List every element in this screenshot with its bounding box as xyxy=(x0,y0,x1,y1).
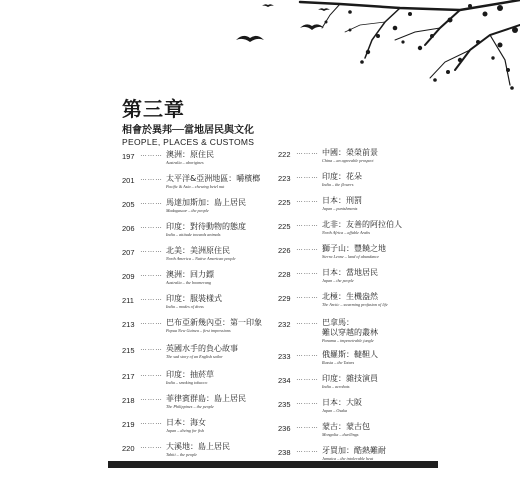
page-number: 226 xyxy=(278,246,291,255)
entry-title-en: China – an agreeable prospect xyxy=(322,158,374,163)
page-number: 197 xyxy=(122,152,135,161)
entry-title-en: The Arctic – swarming profusion of life xyxy=(322,302,388,307)
entry-title-en: Russia – the Tatars xyxy=(322,360,355,365)
toc-entry[interactable] xyxy=(278,350,428,366)
entry-title-en: Papua New Guinea – first impressions xyxy=(166,328,231,333)
entry-title-en: Mongolia – dwellings xyxy=(322,432,359,437)
leader-dots: ……… xyxy=(296,221,319,228)
leader-dots: ……… xyxy=(140,223,163,230)
entry-title-zh: 俄羅斯：韃靼人 xyxy=(322,350,378,359)
footer-bar xyxy=(108,461,438,468)
toc-entry[interactable] xyxy=(278,196,428,212)
leader-dots: ……… xyxy=(140,319,163,326)
entry-title-en: Japan – diving for fish xyxy=(166,428,204,433)
toc-entry[interactable] xyxy=(278,148,428,164)
page-number: 219 xyxy=(122,420,135,429)
entry-title-zh: 北極：生機盎然 xyxy=(322,292,378,301)
entry-title-en: Panama – impenetrable jungle xyxy=(322,338,374,343)
page-number: 236 xyxy=(278,424,291,433)
leader-dots: ……… xyxy=(296,149,319,156)
entry-title-zh-line2: 難以穿越的叢林 xyxy=(322,328,378,337)
leader-dots: ……… xyxy=(296,423,319,430)
entry-title-en: Australia – aborigines xyxy=(166,160,204,165)
page-number: 205 xyxy=(122,200,135,209)
entry-title-zh: 日本：海女 xyxy=(166,418,206,427)
toc-entry[interactable] xyxy=(122,198,270,214)
entry-title-en: Sierra Leone – land of abundance xyxy=(322,254,380,259)
entry-title-zh: 印度：服裝樣式 xyxy=(166,294,222,303)
toc-entry[interactable] xyxy=(278,268,428,284)
toc-entry[interactable] xyxy=(122,270,270,286)
leader-dots: ……… xyxy=(296,319,319,326)
leader-dots: ……… xyxy=(140,247,163,254)
leader-dots: ……… xyxy=(296,269,319,276)
entry-title-zh: 巴拿馬： xyxy=(322,318,354,327)
leader-dots: ……… xyxy=(296,197,319,204)
toc-entry[interactable] xyxy=(278,318,428,344)
page-number: 225 xyxy=(278,222,291,231)
toc-entry[interactable] xyxy=(122,150,270,166)
toc-entry[interactable] xyxy=(122,394,270,410)
page-number: 220 xyxy=(122,444,135,453)
entry-title-zh: 北非：友善的阿拉伯人 xyxy=(322,220,402,229)
leader-dots: ……… xyxy=(296,351,319,358)
entry-title-en: North Africa – affable Arabs xyxy=(322,230,371,235)
toc-entry[interactable] xyxy=(122,370,270,386)
page-number: 228 xyxy=(278,270,291,279)
page-number: 234 xyxy=(278,376,291,385)
toc-entry[interactable] xyxy=(122,174,270,190)
toc-entry[interactable] xyxy=(122,294,270,310)
entry-title-en: Tahiti – the people xyxy=(166,452,198,457)
page-number: 217 xyxy=(122,372,135,381)
toc-entry[interactable] xyxy=(122,246,270,262)
entry-title-zh: 印度：雜技演員 xyxy=(322,374,378,383)
entry-title-en: The Philippines – the people xyxy=(166,404,214,409)
entry-title-zh: 澳洲：原住民 xyxy=(166,150,214,159)
entry-title-en: Japan – the people xyxy=(322,278,354,283)
page-number: 201 xyxy=(122,176,135,185)
entry-title-en: India – smoking tobacco xyxy=(166,380,208,385)
entry-title-zh: 澳洲：回力鏢 xyxy=(166,270,214,279)
leader-dots: ……… xyxy=(296,293,319,300)
entry-title-en: Pacific & Asia – chewing betel nut xyxy=(166,184,225,189)
leader-dots: ……… xyxy=(140,271,163,278)
page-number: 232 xyxy=(278,320,291,329)
entry-title-en: India – modes of dress xyxy=(166,304,204,309)
entry-title-zh: 印度：抽菸草 xyxy=(166,370,214,379)
leader-dots: ……… xyxy=(296,375,319,382)
toc-entry[interactable] xyxy=(278,374,428,390)
toc-entry[interactable] xyxy=(278,172,428,188)
leader-dots: ……… xyxy=(296,173,319,180)
leader-dots: ……… xyxy=(140,151,163,158)
page-number: 206 xyxy=(122,224,135,233)
toc-entry[interactable] xyxy=(122,344,270,360)
page-number: 218 xyxy=(122,396,135,405)
page-number: 223 xyxy=(278,174,291,183)
entry-title-zh: 菲律賓群島：島上居民 xyxy=(166,394,246,403)
bird-icon xyxy=(236,36,264,42)
toc-entry[interactable] xyxy=(278,422,428,438)
leader-dots: ……… xyxy=(140,345,163,352)
leader-dots: ……… xyxy=(140,295,163,302)
page-number: 209 xyxy=(122,272,135,281)
leader-dots: ……… xyxy=(296,399,319,406)
page-number: 207 xyxy=(122,248,135,257)
page-number: 213 xyxy=(122,320,135,329)
toc-entry[interactable] xyxy=(278,292,428,308)
page-number: 225 xyxy=(278,198,291,207)
toc-entry[interactable] xyxy=(278,398,428,414)
toc-entry[interactable] xyxy=(278,446,428,462)
leader-dots: ……… xyxy=(296,447,319,454)
entry-title-en: India – acrobats xyxy=(322,384,350,389)
entry-title-zh: 中國：榮榮前景 xyxy=(322,148,378,157)
leader-dots: ……… xyxy=(140,175,163,182)
leader-dots: ……… xyxy=(140,419,163,426)
entry-title-zh: 太平洋&亞洲地區：嚼檳榔 xyxy=(166,174,261,183)
page-number: 215 xyxy=(122,346,135,355)
page-number: 238 xyxy=(278,448,291,457)
entry-title-zh: 大溪地：島上居民 xyxy=(166,442,230,451)
entry-title-zh: 英國水手的負心故事 xyxy=(166,344,238,353)
tree-silhouette-illustration xyxy=(0,0,520,100)
entry-title-en: Japan – punishments xyxy=(322,206,358,211)
leader-dots: ……… xyxy=(140,443,163,450)
entry-title-zh: 蒙古：蒙古包 xyxy=(322,422,370,431)
entry-title-zh: 日本：刑罰 xyxy=(322,196,362,205)
entry-title-en: Jamaica – the intolerable heat xyxy=(322,456,374,461)
toc-entry[interactable] xyxy=(122,318,270,334)
entry-title-zh: 印度：對待動物的態度 xyxy=(166,222,246,231)
chapter-subtitle: 相會於異邦──當地居民與文化 xyxy=(122,125,255,136)
entry-title-zh: 日本：大阪 xyxy=(322,398,362,407)
page-number: 211 xyxy=(122,296,134,305)
page-number: 233 xyxy=(278,352,291,361)
entry-title-zh: 牙買加：酷熱難耐 xyxy=(322,446,386,455)
toc-entry[interactable] xyxy=(278,220,428,236)
entry-title-zh: 印度：花朵 xyxy=(322,172,362,181)
entry-title-zh: 馬達加斯加：島上居民 xyxy=(166,198,246,207)
entry-title-en: Japan – Osaka xyxy=(322,408,348,413)
leader-dots: ……… xyxy=(140,371,163,378)
toc-entry[interactable] xyxy=(122,442,270,458)
entry-title-en: India – the flowers xyxy=(322,182,354,187)
page-number: 229 xyxy=(278,294,291,303)
toc-entry[interactable] xyxy=(122,222,270,238)
entry-title-en: Madagascar – the people xyxy=(166,208,209,213)
entry-title-en: India – attitude towards animals xyxy=(166,232,221,237)
entry-title-zh: 日本：當地居民 xyxy=(322,268,378,277)
entry-title-zh: 獅子山：豐饒之地 xyxy=(322,244,386,253)
toc-entry[interactable] xyxy=(278,244,428,260)
leader-dots: ……… xyxy=(296,245,319,252)
entry-title-en: Australia – the boomerang xyxy=(166,280,212,285)
entry-title-zh: 北美：美洲原住民 xyxy=(166,246,230,255)
page-number: 222 xyxy=(278,150,291,159)
page-number: 235 xyxy=(278,400,291,409)
chapter-title: 第三章 xyxy=(122,97,185,121)
toc-entry[interactable] xyxy=(122,418,270,434)
leader-dots: ……… xyxy=(140,199,163,206)
leader-dots: ……… xyxy=(140,395,163,402)
entry-title-en: The sad story of an English sailor xyxy=(166,354,223,359)
entry-title-en: North America – Native American people xyxy=(166,256,236,261)
entry-title-zh: 巴布亞新幾內亞：第一印象 xyxy=(166,318,262,327)
chapter-english-title: PEOPLE, PLACES & CUSTOMS xyxy=(122,137,255,147)
